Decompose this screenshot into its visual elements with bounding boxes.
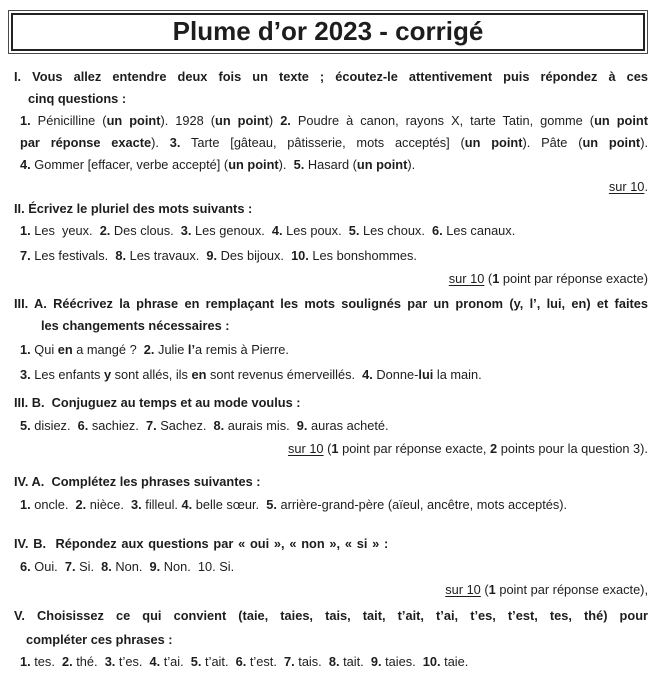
section-iii-b-heading: III. B. Conjuguez au temps et au mode voulus :: [14, 395, 301, 410]
section-iv-a-answers-line-1: 1. oncle. 2. nièce. 3. filleul. 4. belle sœur. 5. arrière-grand-père (aïeul, ancêtre, mots acceptés).: [20, 497, 568, 512]
section-iii-b-score: sur 10 (1 point par réponse exacte, 2 points pour la question 3).: [287, 441, 648, 456]
section-iii-b: [14, 392, 648, 460]
section-ii-answers-line-1: 1. Les yeux. 2. Des clous. 3. Les genoux. 4. Les poux. 5. Les choux. 6. Les canaux.: [20, 223, 516, 238]
section-i: [14, 66, 648, 198]
section-i-answers-line-2: par réponse exacte). 3. Tarte [gâteau, pâtisserie, mots acceptés] (un point). Pâte (un point).: [20, 135, 649, 150]
section-iii-a-answers-line-2: 3. Les enfants y sont allés, ils en sont revenus émerveillés. 4. Donne-lui la main.: [20, 367, 482, 382]
section-i-score: sur 10.: [608, 179, 648, 194]
section-iii-b-answers-line-1: 5. disiez. 6. sachiez. 7. Sachez. 8. aurais mis. 9. auras acheté.: [20, 418, 389, 433]
section-iv-b-heading: IV. B. Répondez aux questions par « oui », « non », « si » :: [14, 536, 389, 551]
section-iii-a: [14, 293, 648, 386]
section-i-answers-line-1: 1. Pénicilline (un point). 1928 (un point) 2. Poudre à canon, rayons X, tarte Tatin, gomme (un point: [20, 113, 648, 128]
section-ii: [14, 198, 648, 290]
section-i-heading-line-1: I. Vous allez entendre deux fois un texte ; écoutez-le attentivement puis répondez à ces: [14, 69, 648, 84]
section-i-heading-line-2: cinq questions :: [28, 91, 127, 106]
section-ii-score: sur 10 (1 point par réponse exacte): [448, 271, 648, 286]
section-iv-a-heading: IV. A. Complétez les phrases suivantes :: [14, 474, 261, 489]
page-title: Plume d’or 2023 - corrigé: [11, 13, 645, 51]
title-box: [8, 10, 648, 54]
section-iv-b-score: sur 10 (1 point par réponse exacte),: [445, 582, 648, 597]
section-v: [14, 605, 648, 673]
section-iii-a-heading-line-2: les changements nécessaires :: [41, 318, 230, 333]
section-iii-a-answers-line-1: 1. Qui en a mangé ? 2. Julie l’a remis à Pierre.: [20, 342, 289, 357]
section-iii-a-heading-line-1: III. A. Réécrivez la phrase en remplaçant les mots soulignés par un pronom (y, l’, lui, en) et faites: [14, 296, 648, 311]
section-ii-answers-line-2: 7. Les festivals. 8. Les travaux. 9. Des bijoux. 10. Les bonshommes.: [20, 248, 417, 263]
section-ii-heading: II. Écrivez le pluriel des mots suivants :: [14, 201, 253, 216]
section-iv-a: [14, 471, 648, 516]
section-i-answers-line-3: 4. Gommer [effacer, verbe accepté] (un point). 5. Hasard (un point).: [20, 157, 416, 172]
section-iv-b-answers-line-1: 6. Oui. 7. Si. 8. Non. 9. Non. 10. Si.: [20, 559, 235, 574]
section-iv-b: [14, 533, 648, 601]
section-v-heading-line-1: V. Choisissez ce qui convient (taie, taies, tais, tait, t’ait, t’ai, t’es, t’est, tes, thé) pour: [14, 608, 648, 623]
section-v-heading-line-2: compléter ces phrases :: [26, 632, 173, 647]
section-v-answers-line-1: 1. tes. 2. thé. 3. t’es. 4. t’ai. 5. t’ait. 6. t’est. 7. tais. 8. tait. 9. taies. 10. taie.: [20, 654, 469, 669]
